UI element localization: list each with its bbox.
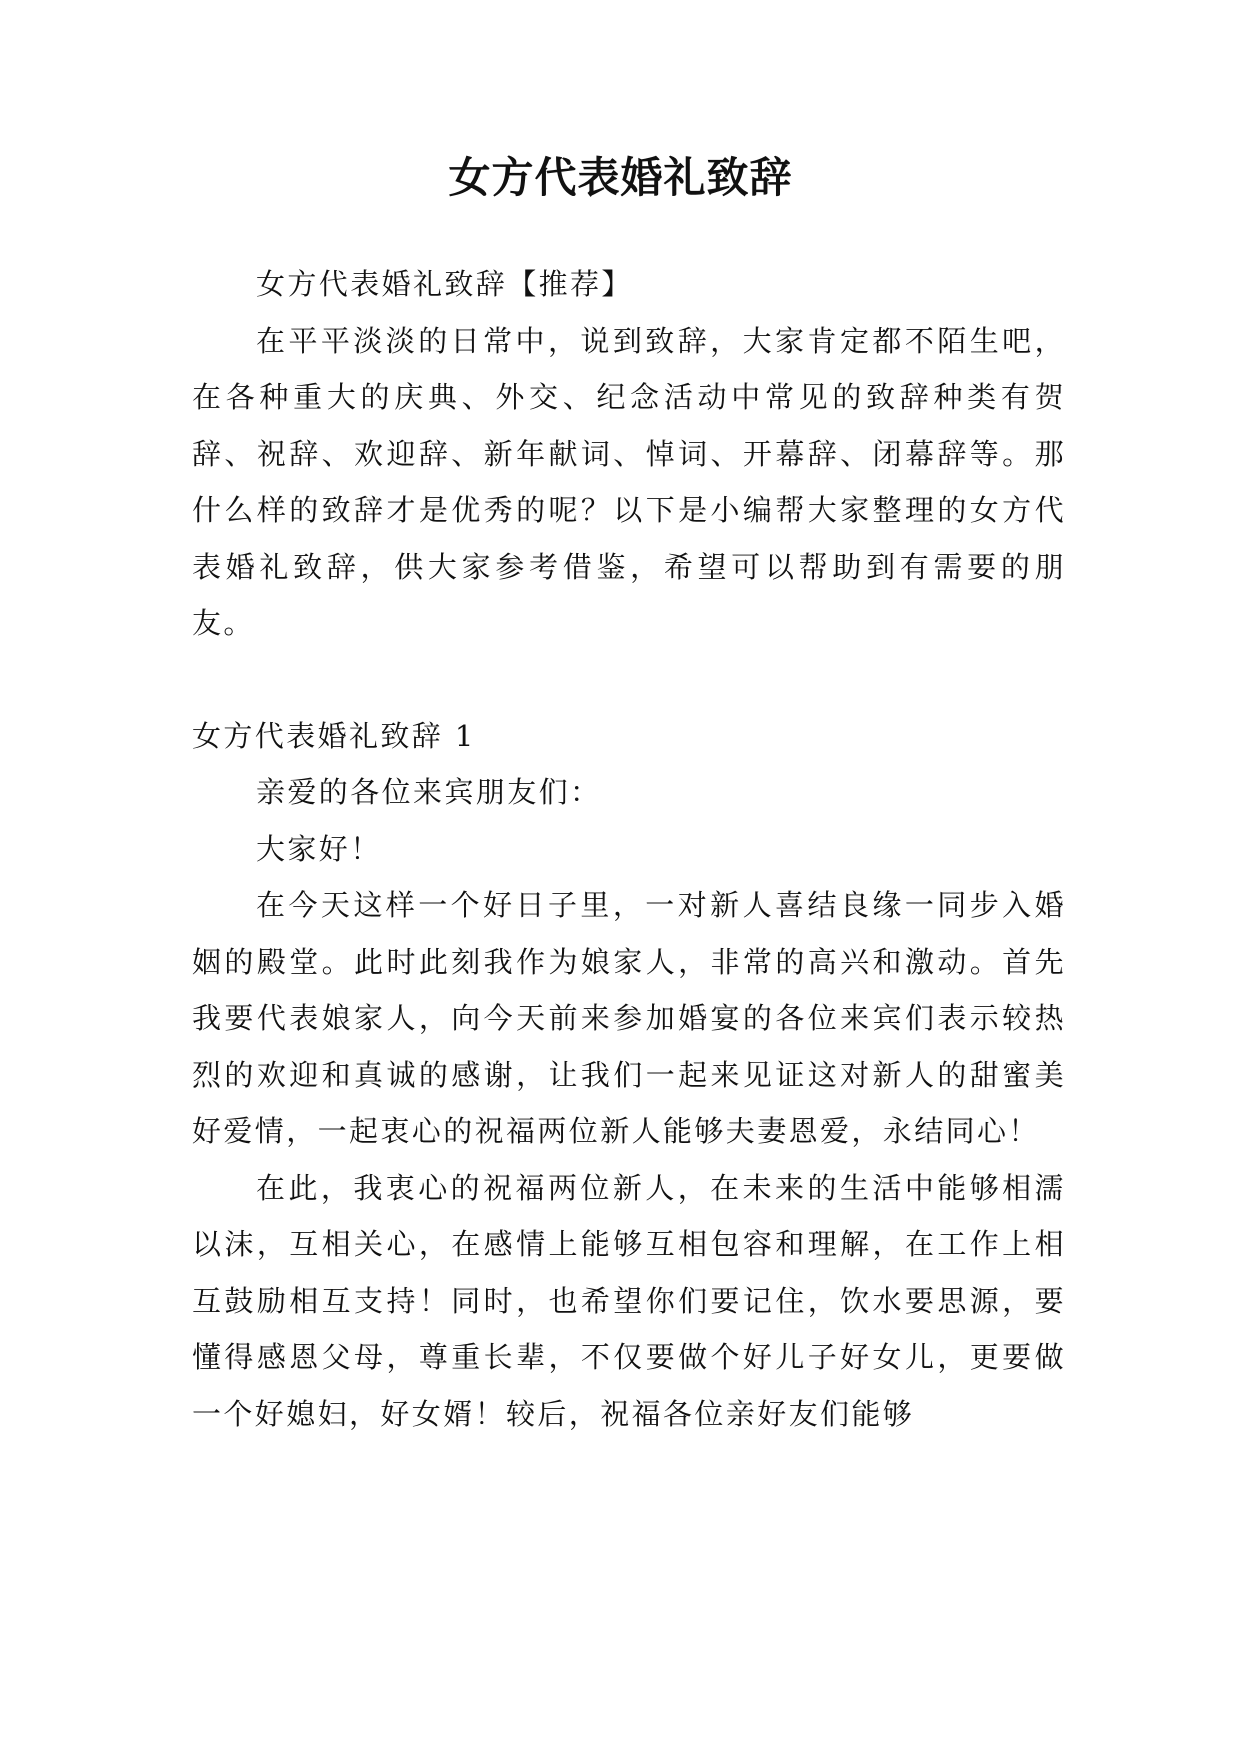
salutation: 亲爱的各位来宾朋友们： [256, 775, 602, 809]
section-spacer [192, 652, 1066, 708]
speech-paragraph-1: 在今天这样一个好日子里，一对新人喜结良缘一同步入婚姻的殿堂。此时此刻我作为娘家人，非常的高兴和激动。首先我要代表娘家人，向今天前来参加婚宴的各位来宾们表示较热烈的欢迎和真诚的感谢，让我们一起来见证这对新人的甜蜜美好爱情，一起衷心的祝福两位新人能够夫妻恩爱，永结同心！ [192, 888, 1066, 1148]
greeting: 大家好！ [256, 831, 382, 866]
intro-paragraph: 在平平淡淡的日常中，说到致辞，大家肯定都不陌生吧，在各种重大的庆典、外交、纪念活动中常见的致辞种类有贺辞、祝辞、欢迎辞、新年献词、悼词、开幕辞、闭幕辞等。那什么样的致辞才是优秀的呢？以下是小编帮大家整理的女方代表婚礼致辞，供大家参考借鉴，希望可以帮助到有需要的朋友。 [192, 323, 1066, 640]
intro-heading: 女方代表婚礼致辞【推荐】 [256, 267, 633, 301]
document-title: 女方代表婚礼致辞 [448, 153, 793, 202]
section-heading: 女方代表婚礼致辞 1 [192, 718, 476, 753]
speech-paragraph-2: 在此，我衷心的祝福两位新人，在未来的生活中能够相濡以沫，互相关心，在感情上能够互相包容和理解，在工作上相互鼓励相互支持！同时，也希望你们要记住，饮水要思源，要懂得感恩父母，尊重长辈，不仅要做个好儿子好女儿，更要做一个好媳妇，好女婿！较后，祝福各位亲好友们能够 [192, 1170, 1066, 1431]
document-body [192, 256, 1066, 1442]
